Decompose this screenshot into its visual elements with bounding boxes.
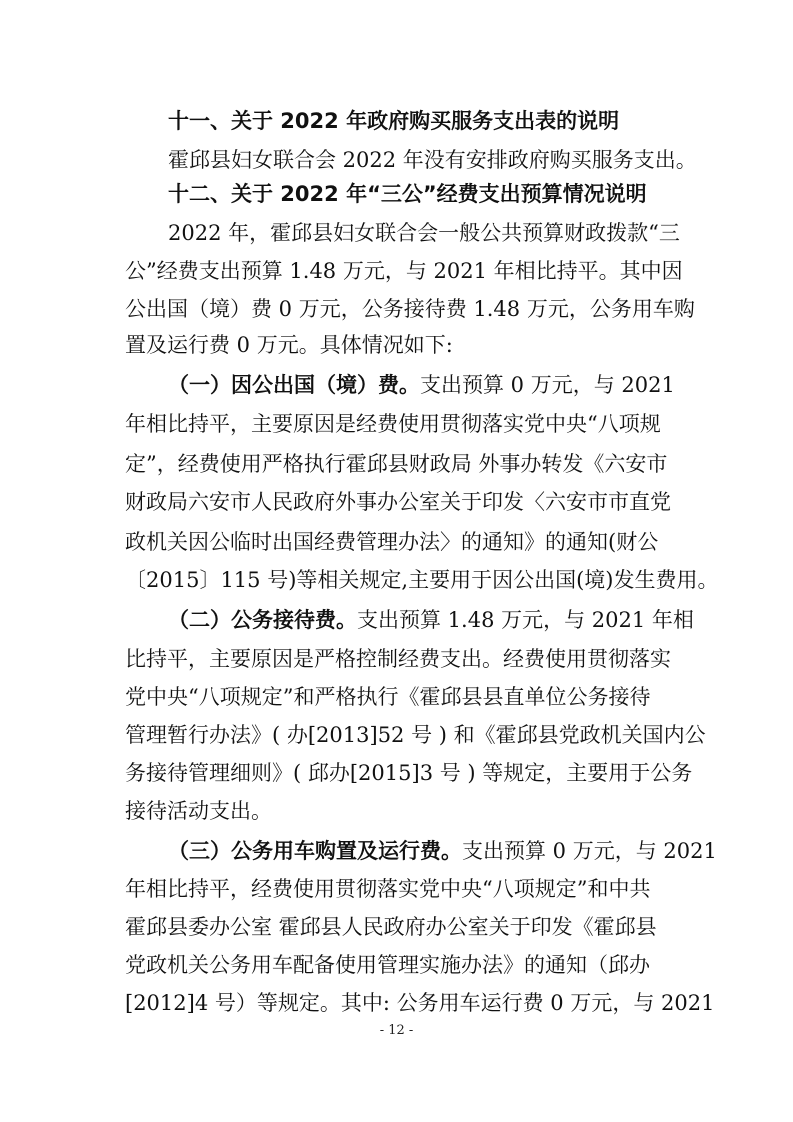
- item-2-line-3: 管理暂行办法》( 办[2013]52 号 ) 和《霍邱县党政机关国内公: [125, 723, 706, 747]
- section-12-para1-line4: 置及运行费 0 万元。具体情况如下:: [125, 333, 453, 357]
- item-3-lead: 支出预算 0 万元，与 2021: [462, 839, 717, 863]
- item-3-first-line: [168, 840, 717, 862]
- section-11-heading: 十一、关于 2022 年政府购买服务支出表的说明: [168, 109, 620, 133]
- item-1-first-line: [168, 374, 675, 396]
- section-12-para1-line2: 公”经费支出预算 1.48 万元，与 2021 年相比持平。其中因: [125, 259, 683, 283]
- item-1-line-1: 年相比持平，主要原因是经费使用贯彻落实党中央“八项规: [125, 412, 661, 436]
- section-12-para1-line1: 2022 年，霍邱县妇女联合会一般公共预算财政拨款“三: [168, 221, 680, 245]
- section-11-text: 霍邱县妇女联合会 2022 年没有安排政府购买服务支出。: [168, 148, 697, 172]
- item-3-line-3: 党政机关公务用车配备使用管理实施办法》的通知（邱办: [125, 953, 650, 977]
- section-12-para1-line3: 公出国（境）费 0 万元，公务接待费 1.48 万元，公务用车购: [125, 297, 695, 321]
- item-1-line-4: 政机关因公临时出国经费管理办法〉的通知》的通知(财公: [125, 530, 659, 554]
- item-2-lead: 支出预算 1.48 万元，与 2021 年相: [357, 608, 694, 632]
- item-2-title: （二）公务接待费。: [168, 607, 357, 632]
- item-1-line-5: 〔2015〕115 号)等相关规定,主要用于因公出国(境)发生费用。: [125, 568, 719, 592]
- section-12-heading: 十二、关于 2022 年“三公”经费支出预算情况说明: [168, 182, 647, 206]
- page-number: - 12 -: [379, 1023, 414, 1038]
- item-3-line-2: 霍邱县委办公室 霍邱县人民政府办公室关于印发《霍邱县: [125, 915, 657, 939]
- item-2-line-2: 党中央“八项规定”和严格执行《霍邱县县直单位公务接待: [125, 685, 651, 709]
- item-3-line-4: [2012]4 号）等规定。其中: 公务用车运行费 0 万元，与 2021: [125, 991, 715, 1015]
- item-2-line-5: 接待活动支出。: [125, 799, 272, 823]
- item-2-line-1: 比持平，主要原因是严格控制经费支出。经费使用贯彻落实: [125, 647, 671, 671]
- item-2-first-line: [168, 609, 694, 631]
- item-1-line-2: 定”，经费使用严格执行霍邱县财政局 外事办转发《六安市: [125, 452, 668, 476]
- item-2-line-4: 务接待管理细则》( 邱办[2015]3 号 ) 等规定，主要用于公务: [125, 761, 693, 785]
- item-3-line-1: 年相比持平，经费使用贯彻落实党中央“八项规定”和中共: [125, 877, 651, 901]
- item-3-title: （三）公务用车购置及运行费。: [168, 838, 462, 863]
- item-1-line-3: 财政局六安市人民政府外事办公室关于印发〈六安市市直党: [125, 490, 671, 514]
- item-1-lead: 支出预算 0 万元，与 2021: [420, 373, 675, 397]
- item-1-title: （一）因公出国（境）费。: [168, 372, 420, 397]
